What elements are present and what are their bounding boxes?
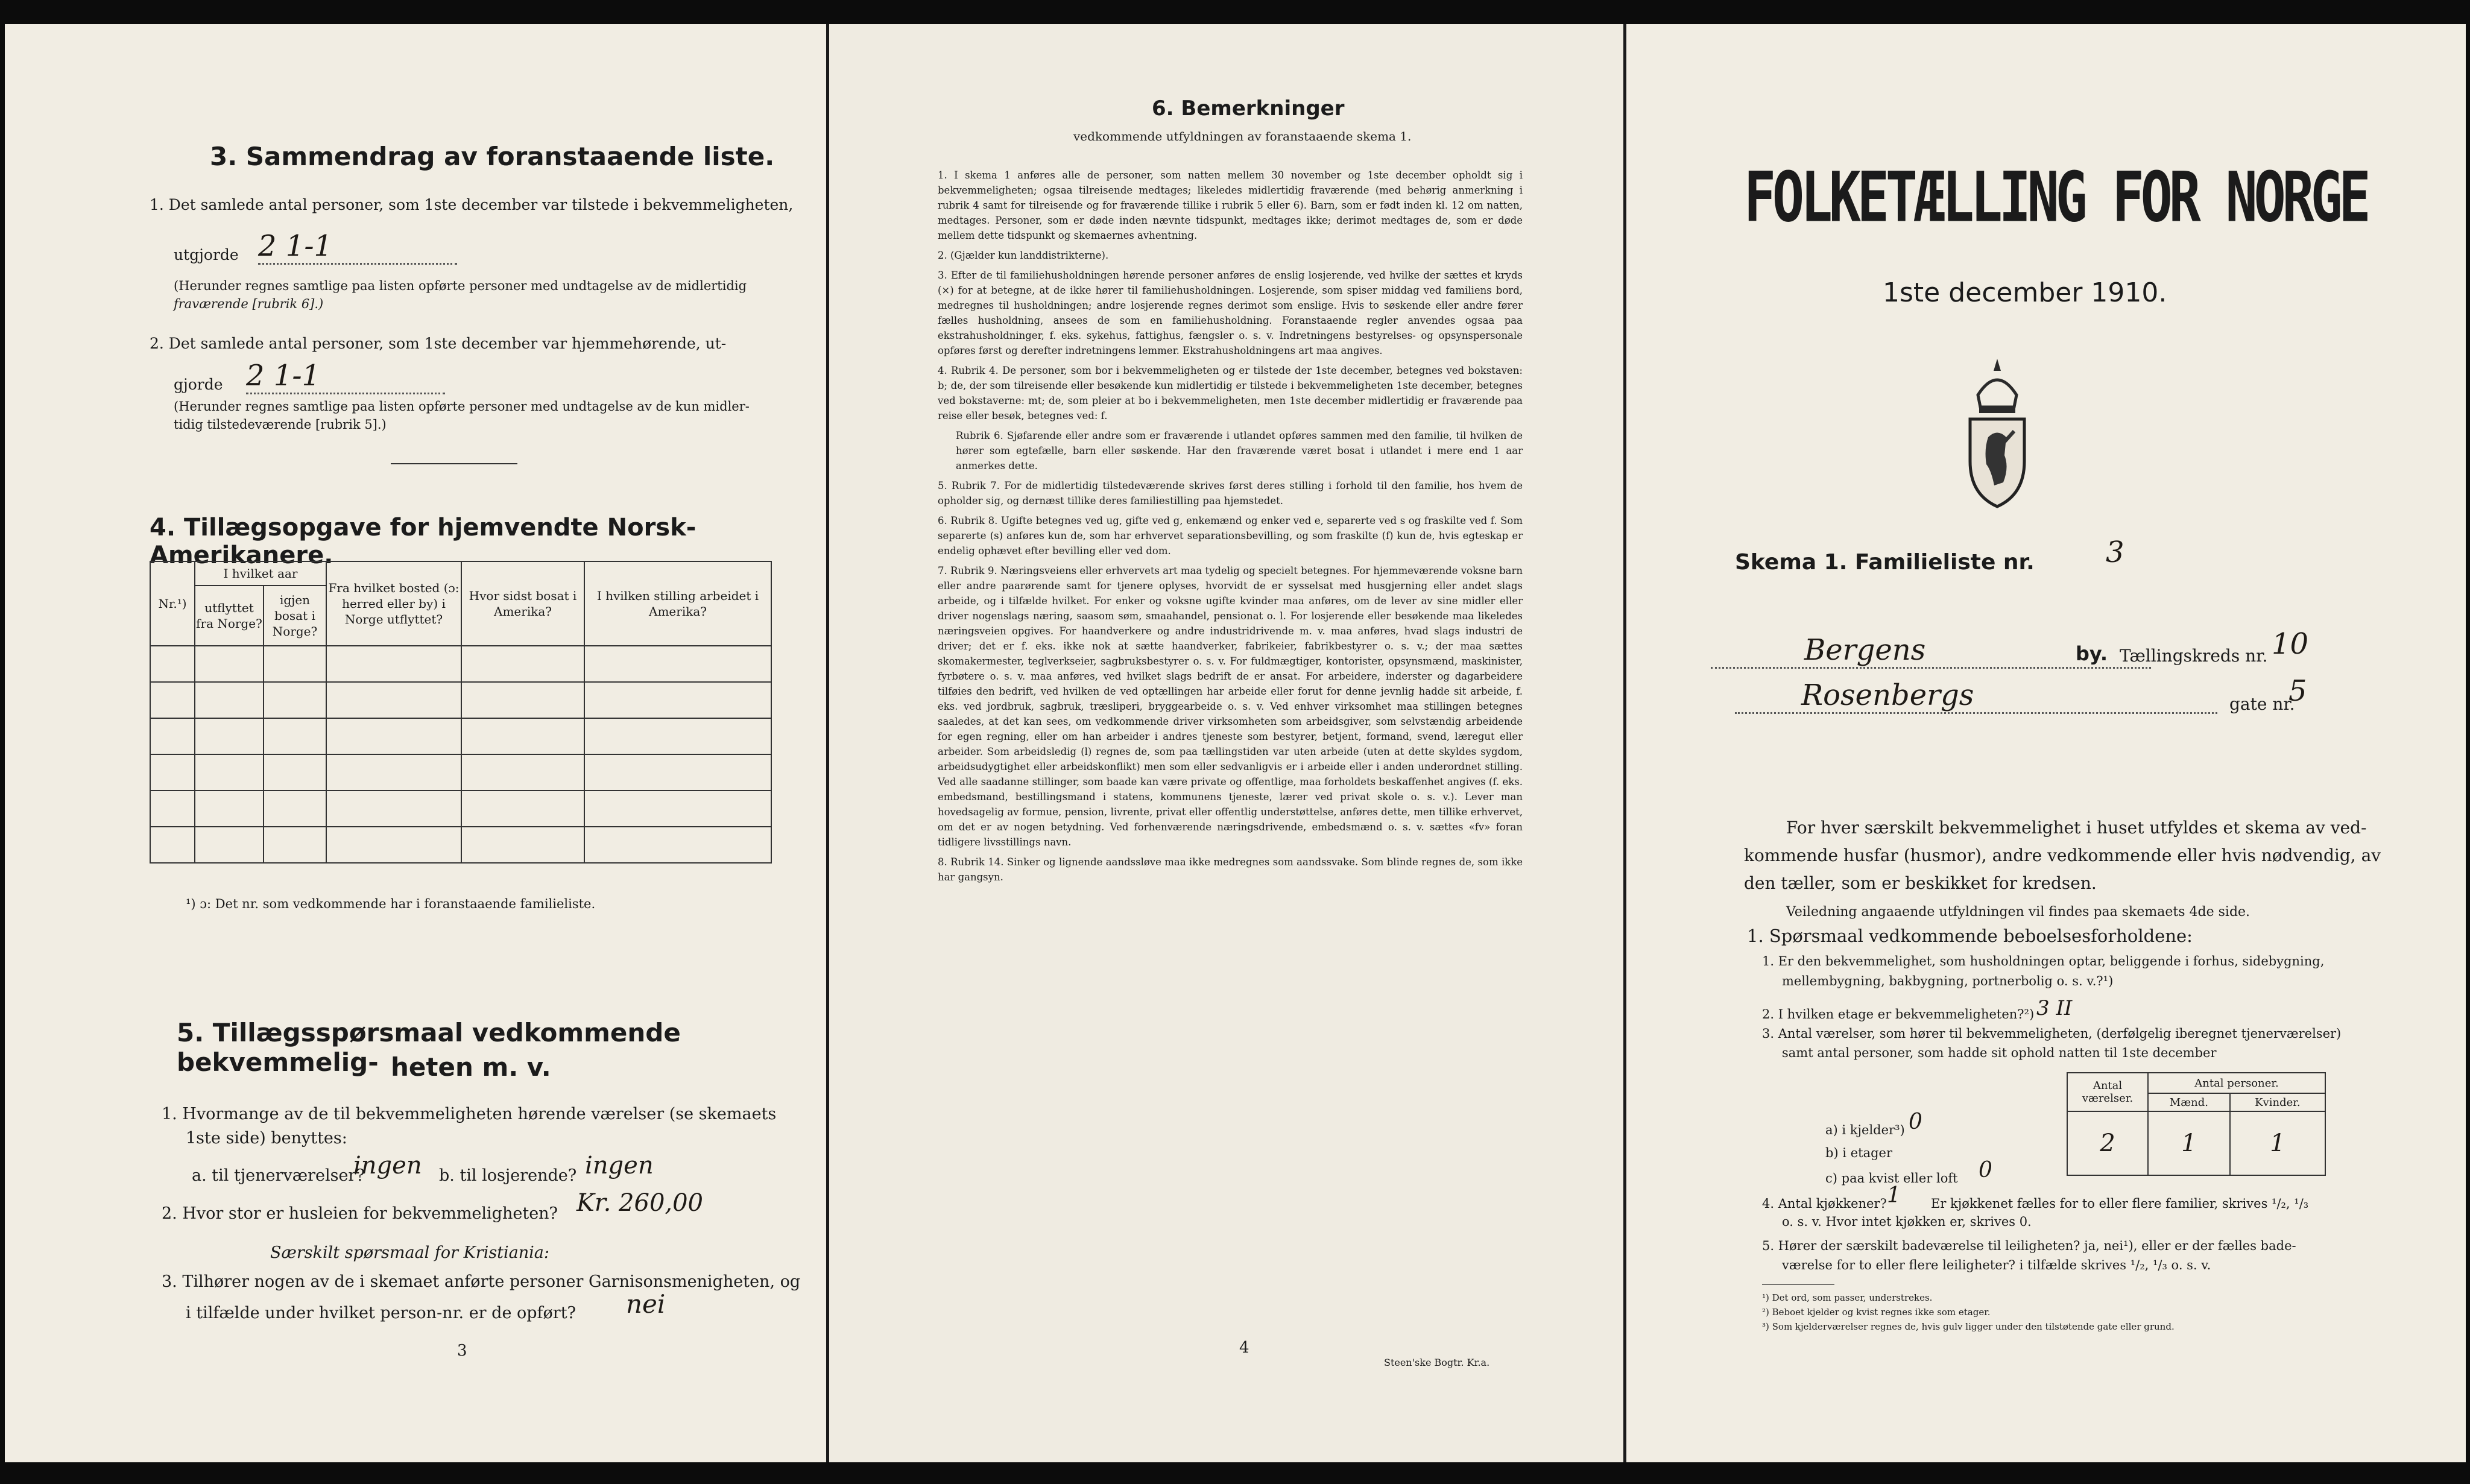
q4-rest-a: Er kjøkkenet fælles for to eller flere familier, skrives ¹/₂, ¹/₃ bbox=[1931, 1196, 2309, 1211]
intro-line: den tæller, som er beskikket for kredsen. bbox=[1744, 873, 2097, 893]
s5-q2: 2. Hvor stor er husleien for bekvemmeligheten? bbox=[162, 1204, 558, 1223]
table-row bbox=[150, 682, 771, 718]
bemerkninger-text bbox=[938, 168, 1523, 889]
q5-a: 5. Hører der særskilt badeværelse til leiligheten? ja, nei¹), eller er der fælles bade- bbox=[1762, 1239, 2296, 1253]
bemerkning-7: 7. Rubrik 9. Næringsveiens eller erhvervets art maa tydelig og specielt betegnes. For hjemmeværende voksne barn eller andre paarørende samt for tjenere oplyses, hvorvidt de er sysselsat med husgjerning eller andet slags arbeide, og i tilfælde hvilket. For enker og voksne ugifte kvinder maa anføres, om de lever av sine midler eller driver nogenslags næring, saasom søm, smaahandel, pensionat o. l. For losjerende eller besøkende maa likeledes næringsveien opgives. For haandverkere og andre industridrivende m. v. maa anføres, hvad slags industri de driver; det er f. eks. ikke nok at sætte haandverker, fabrikeier, fabrikbestyrer o. s. v.; der maa sættes skomakermester, teglverkseier, sagbruksbestyrer o. s. v. For fuldmægtiger, kontorister, opsynsmænd, maskinister, fyrbøtere o. s. v. maa anføres, ved hvilket slags bedrift de er ansat. For arbeidere, inderster og dagarbeidere tilføies den bedrift, ved hvilken de ved optællingen har arbeide eller forut for denne jevnlig hadde sit arbeide, f. eks. ved jordbruk, sagbruk, træsliperi, bryggearbeide o. s. v. Ved enhver virksomhet maa stillingen betegnes saaledes, at det kan sees, om vedkommende driver virksomheten som arbeidsgiver, som selvstændig arbeidende for egen regning, eller om han arbeider i andres tjeneste som bestyrer, betjent, formand, svend, læregut eller arbeider. Som arbeidsledig (l) regnes de, som paa tællingstiden var uten arbeide (uten at dette skyldes sygdom, arbeidsudygtighet eller arbeidskonflikt) men som eller sedvanligvis er i arbeide eller i anden underordnet stilling. Ved alle saadanne stillinger, som baade kan være private og offentlige, maa forholdets beskaffenhet angives (f. eks. embedsmand, bestillingsmand i statens, kommunens tjeneste, lærer ved privat skole o. s. v.). Lever man hovedsagelig av formue, pension, livrente, privat eller offentlig understøttelse, anføres dette, men tillike erhvervet, om det er av nogen betydning. Ved forhenværende næringsdrivende, embedsmænd o. s. v. sættes «fv» foran tidligere livsstillings navn. bbox=[938, 565, 1523, 848]
s5-q1-c: a. til tjenerværelser? bbox=[192, 1166, 365, 1185]
col-igjen-bosat: igjen bosat i Norge? bbox=[264, 586, 326, 646]
kreds-value: 10 bbox=[2272, 627, 2309, 661]
row-a-label: a) i kjelder³) bbox=[1825, 1123, 1905, 1137]
skema-label: Skema 1. Familieliste nr. bbox=[1735, 550, 2035, 575]
printer-mark: Steen'ske Bogtr. Kr.a. bbox=[1384, 1357, 1490, 1368]
norsk-amerikanere-table bbox=[150, 561, 772, 864]
table-row bbox=[150, 646, 771, 682]
section-3-title: 3. Sammendrag av foranstaaende liste. bbox=[210, 142, 775, 171]
gate-value: Rosenbergs bbox=[1735, 678, 2217, 714]
s3-item2-note-b: tidig tilstedeværende [rubrik 5].) bbox=[174, 417, 387, 432]
row-a-handwritten: 0 bbox=[1909, 1110, 1922, 1134]
s4-footnote: ¹) ɔ: Det nr. som vedkommende har i foranstaaende familieliste. bbox=[186, 897, 596, 911]
s3-item2-line-b: gjorde bbox=[174, 376, 223, 393]
table-row bbox=[150, 718, 771, 754]
table-row bbox=[150, 754, 771, 791]
q1-a: 1. Er den bekvemmelighet, som husholdningen optar, beliggende i forhus, sidebygning, bbox=[1762, 954, 2325, 968]
intro-text bbox=[1744, 814, 2437, 897]
col-group-aar: I hvilket aar bbox=[195, 561, 326, 586]
bemerkning-3: 3. Efter de til familiehusholdningen hørende personer anføres de enslig losjerende, ved hvilke der sættes et kryds (×) for at betegne, at de ikke hører til familiehusholdningen. Losjerende, som spiser middag ved familiens bord, medregnes til husholdningen; andre losjerende regnes derimot som enslige. Hvis to søskende eller andre fører fælles husholdning, ansees de som en familiehusholdning. Foranstaaende regler anvendes ogsaa paa ekstrahusholdninger, f. eks. sykehus, fattighus, fængsler o. s. v. Indretningens bestyrelses- og opsynspersonale opføres først og derefter indretningens lemmer. Ekstrahusholdningens art maa angives. bbox=[938, 270, 1523, 356]
cell-vaerelser: 2 bbox=[2067, 1111, 2148, 1175]
row-c-label: c) paa kvist eller loft bbox=[1825, 1171, 1958, 1186]
s5-q3-a: 3. Tilhører nogen av de i skemaet anførte personer Garnisonsmenigheten, og bbox=[162, 1272, 801, 1291]
q4-handwritten: 1 bbox=[1887, 1183, 1901, 1208]
footnotes bbox=[1762, 1290, 2175, 1334]
col-vaerelser: Antal værelser. bbox=[2067, 1073, 2148, 1111]
q3-b: samt antal personer, som hadde sit ophold natten til 1ste december bbox=[1782, 1046, 2217, 1060]
s3-item1-handwritten: 2 1-1 bbox=[258, 229, 457, 265]
cell-maend: 1 bbox=[2148, 1111, 2230, 1175]
bemerkning-6: 6. Rubrik 8. Ugifte betegnes ved ug, gifte ved g, enkemænd og enker ved e, separerte ved s og fraskilte ved f. Som separerte (s) anføres kun de, som har erhvervet separationsbevilling, og som fraskilte (f) kun de, hvis egteskap er endelig ophævet efter bevilling eller ved dom. bbox=[938, 515, 1523, 557]
s5-q1-c-handwritten: ingen bbox=[353, 1152, 422, 1179]
bemerkning-2: 2. (Gjælder kun landdistrikterne). bbox=[938, 250, 1109, 261]
section-4-title: 4. Tillægsopgave for hjemvendte Norsk-Amerikanere. bbox=[150, 514, 696, 569]
bemerkning-5: 5. Rubrik 7. For de midlertidig tilstedeværende skrives først deres stilling i forhold til den familie, hos hvem de opholder sig, og dernæst tillike deres familiestilling paa hjemstedet. bbox=[938, 480, 1523, 507]
s3-item1-note-b: fraværende [rubrik 6].) bbox=[174, 297, 324, 311]
s3-item2-line-a: 2. Det samlede antal personer, som 1ste december var hjemmehørende, ut- bbox=[150, 335, 727, 352]
familieliste-nr-value: 3 bbox=[2106, 535, 2124, 569]
s5-kristiania-label: Særskilt spørsmaal for Kristiania: bbox=[270, 1243, 549, 1262]
row-c-handwritten: 0 bbox=[1979, 1158, 1992, 1182]
kreds-label: Tællingskreds nr. bbox=[2120, 646, 2268, 666]
q4: 4. Antal kjøkkener? bbox=[1762, 1196, 1887, 1211]
s3-item1-line-b: utgjorde bbox=[174, 246, 239, 264]
divider bbox=[391, 463, 517, 464]
footnote-divider bbox=[1762, 1284, 1834, 1285]
s5-q2-handwritten: Kr. 260,00 bbox=[576, 1189, 703, 1217]
col-bosted: Fra hvilket bosted (ɔ: herred eller by) i Norge utflyttet? bbox=[326, 561, 461, 646]
gate-nr-value: 5 bbox=[2288, 674, 2307, 708]
col-kvinder: Kvinder. bbox=[2230, 1093, 2325, 1111]
rooms-persons-table bbox=[2067, 1072, 2326, 1176]
census-date: 1ste december 1910. bbox=[1883, 277, 2167, 308]
s3-item1-note-a: (Herunder regnes samtlige paa listen opførte personer med undtagelse av de midlertidig bbox=[174, 279, 747, 293]
table-row bbox=[150, 827, 771, 863]
s3-item2-note-a: (Herunder regnes samtlige paa listen opførte personer med undtagelse av de kun midler- bbox=[174, 399, 750, 414]
bemerkning-8: 8. Rubrik 14. Sinker og lignende aandssløve maa ikke medregnes som aandssvake. Som blinde regnes de, som ikke har gangsyn. bbox=[938, 856, 1523, 883]
intro-line: kommende husfar (husmor), andre vedkommende eller hvis nødvendig, av bbox=[1744, 845, 2381, 865]
footnote-3: ³) Som kjelderværelser regnes de, hvis gulv ligger under den tilstøtende gate eller grund. bbox=[1762, 1321, 2175, 1332]
s5-q1-a: 1. Hvormange av de til bekvemmeligheten hørende værelser (se skemaets bbox=[162, 1105, 777, 1123]
q5-b: værelse for to eller flere leiligheter? i tilfælde skrives ¹/₂, ¹/₃ o. s. v. bbox=[1782, 1258, 2211, 1272]
col-personer: Antal personer. bbox=[2148, 1073, 2325, 1093]
gate-label: gate nr. bbox=[2229, 694, 2295, 714]
col-maend: Mænd. bbox=[2148, 1093, 2230, 1111]
s5-q1-d: b. til losjerende? bbox=[439, 1166, 577, 1185]
page-number: 4 bbox=[1239, 1339, 1249, 1357]
col-utflyttet: utflyttet fra Norge? bbox=[195, 586, 264, 646]
bemerkning-4b: Rubrik 6. Sjøfarende eller andre som er fraværende i utlandet opføres sammen med den familie, til hvilken de hører som egtefælle, barn eller søskende. Har den fraværende været bosat i utlandet i mere end 1 aar anmerkes dette. bbox=[956, 430, 1523, 472]
q3-a: 3. Antal værelser, som hører til bekvemmeligheten, (derfølgelig iberegnet tjenerværelser) bbox=[1762, 1026, 2342, 1041]
page-number: 3 bbox=[457, 1342, 467, 1360]
page-4 bbox=[829, 24, 1624, 1462]
section-5-title-b: heten m. v. bbox=[391, 1052, 551, 1082]
section-6-title: 6. Bemerkninger bbox=[1152, 96, 1345, 121]
footnote-1: ¹) Det ord, som passer, understrekes. bbox=[1762, 1292, 1933, 1303]
table-row bbox=[150, 791, 771, 827]
bemerkning-4: 4. Rubrik 4. De personer, som bor i bekvemmeligheten og er tilstede der 1ste december, betegnes ved bokstaven: b; de, der som tilreisende eller besøkende kun midlertidig er tilstede i bekvemmeligheten 1ste december, betegnes ved bokstaverne: mt; de, som pleier at bo i bekvemmeligheten, men 1ste december midlertidig er fraværende paa reise eller besøk, betegnes ved: f. bbox=[938, 365, 1523, 422]
page-3 bbox=[5, 24, 826, 1462]
section-6-subtitle: vedkommende utfyldningen av foranstaaende skema 1. bbox=[1073, 129, 1412, 144]
intro-veiledning: Veiledning angaaende utfyldningen vil findes paa skemaets 4de side. bbox=[1786, 905, 2250, 920]
s5-q3-b: i tilfælde under hvilket person-nr. er de opført? bbox=[186, 1304, 576, 1322]
q2: 2. I hvilken etage er bekvemmeligheten?²) bbox=[1762, 1007, 2035, 1021]
norway-coat-of-arms-icon bbox=[1961, 353, 2033, 512]
by-value: Bergens bbox=[1711, 633, 2151, 669]
s5-q3-handwritten: nei bbox=[626, 1289, 666, 1319]
q1-b: mellembygning, bakbygning, portnerbolig o. s. v.?¹) bbox=[1782, 974, 2114, 988]
intro-line: For hver særskilt bekvemmelighet i huset utfyldes et skema av ved- bbox=[1786, 818, 2367, 838]
section-5-title-a: 5. Tillægsspørsmaal vedkommende bekvemmelig- bbox=[177, 1018, 681, 1077]
col-nr: Nr.¹) bbox=[150, 561, 195, 646]
s5-q1-d-handwritten: ingen bbox=[585, 1152, 654, 1179]
by-label: by. bbox=[2076, 642, 2108, 665]
q4-rest-b: o. s. v. Hvor intet kjøkken er, skrives 0. bbox=[1782, 1214, 2032, 1229]
page-1 bbox=[1626, 24, 2466, 1462]
col-sidst-bosat: Hvor sidst bosat i Amerika? bbox=[461, 561, 584, 646]
q2-handwritten: 3 II bbox=[2036, 996, 2073, 1020]
bemerkning-1: 1. I skema 1 anføres alle de personer, som natten mellem 30 november og 1ste december opholdt sig i bekvemmeligheten; ogsaa tilreisende medtages; likeledes midlertidig fraværende (med behørig anmerkning i rubrik 4 samt for tilreisende og for fraværende tillike i rubrik 5 eller 6). Barn, som er født inden kl. 12 om natten, medtages. Personer, som er døde inden nævnte tidspunkt, medtages ikke; derimot medtages de, som er døde mellem dette tidspunkt og skemaernes avhentning. bbox=[938, 169, 1523, 241]
row-b-label: b) i etager bbox=[1825, 1146, 1892, 1160]
s3-item1-line-a: 1. Det samlede antal personer, som 1ste december var tilstede i bekvemmeligheten, bbox=[150, 196, 794, 213]
col-stilling: I hvilken stilling arbeidet i Amerika? bbox=[584, 561, 771, 646]
questions-title: 1. Spørsmaal vedkommende beboelsesforholdene: bbox=[1747, 926, 2193, 946]
footnote-2: ²) Beboet kjelder og kvist regnes ikke som etager. bbox=[1762, 1307, 1991, 1318]
cell-kvinder: 1 bbox=[2230, 1111, 2325, 1175]
s5-q1-b: 1ste side) benyttes: bbox=[186, 1129, 347, 1148]
main-title: FOLKETÆLLING FOR NORGE bbox=[1744, 157, 2367, 238]
s3-item2-handwritten: 2 1-1 bbox=[246, 359, 445, 394]
